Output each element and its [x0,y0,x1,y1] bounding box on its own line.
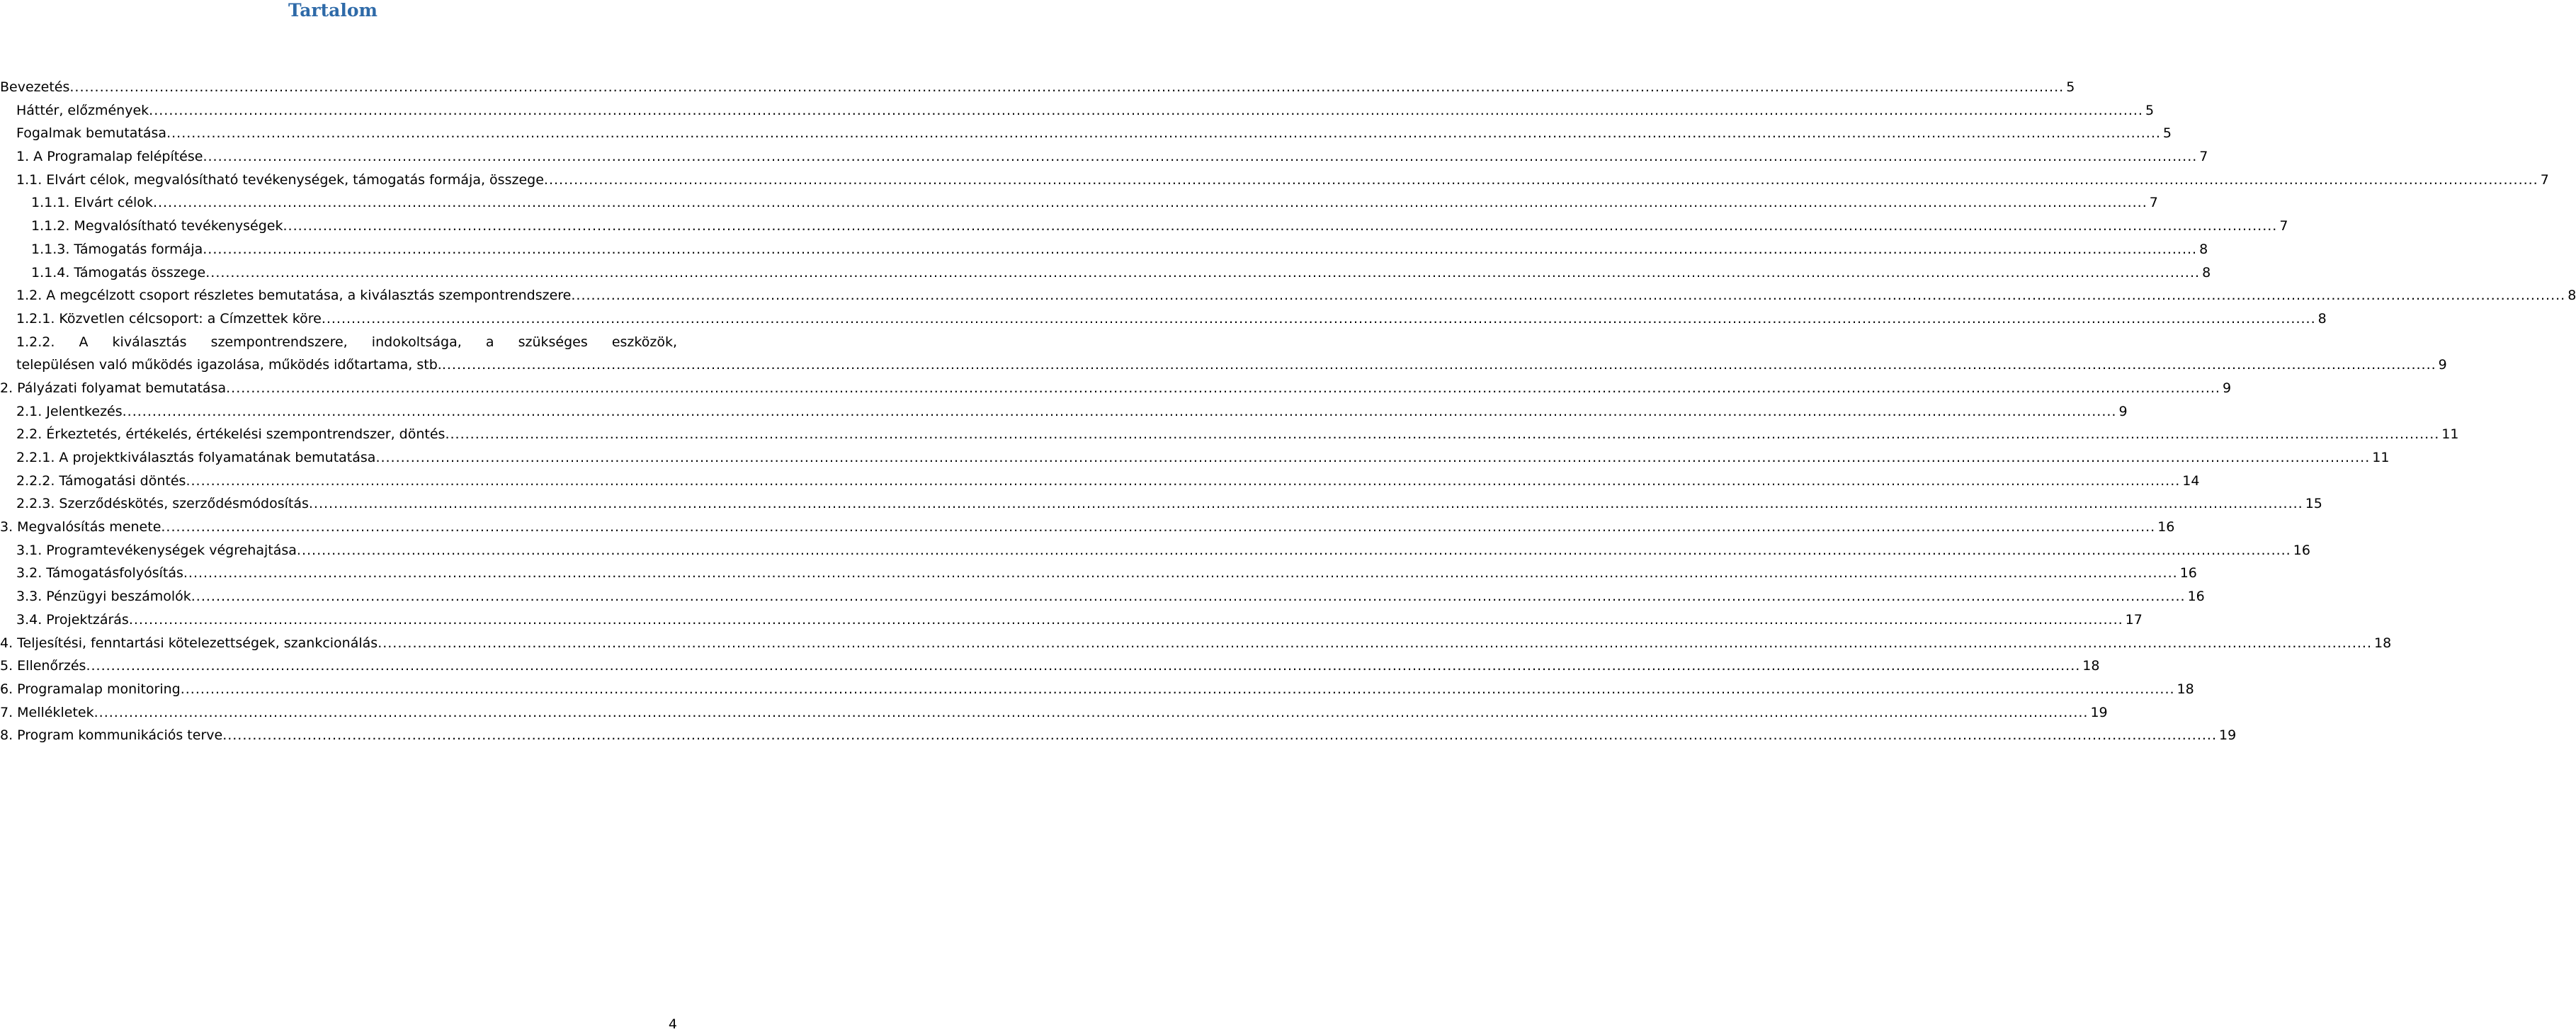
toc-page-number: 9 [2222,380,2232,396]
toc-leader-dots: ................................................................................................................................................................................................................................................................................................................................................................................................................ [203,149,2198,165]
toc-page-number: 15 [2305,496,2322,512]
toc-entry[interactable] [0,654,2100,678]
toc-leader-dots: ................................................................................................................................................................................................................................................................................................................................................................................................................ [321,310,2316,327]
toc-entry-label: 2.1. Jelentkezés [16,403,123,419]
toc-entry[interactable] [0,400,2128,424]
table-of-contents [0,76,2576,747]
toc-page-number: 5 [2066,79,2075,95]
toc-leader-dots: ................................................................................................................................................................................................................................................................................................................................................................................................................ [166,125,2161,142]
toc-page-number: 7 [2279,218,2288,234]
toc-entry[interactable] [0,238,2208,261]
toc-page-number: 17 [2125,611,2143,628]
toc-entry-label: 1.1.4. Támogatás összege [31,264,206,280]
toc-entry[interactable] [0,377,2232,400]
toc-entry[interactable] [0,169,2549,192]
toc-entry-label: 4. Teljesítési, fenntartási kötelezettségek, szankcionálás [0,635,378,651]
toc-entry[interactable] [0,539,2310,562]
toc-entry[interactable] [0,331,2447,377]
toc-page-number: 18 [2374,635,2392,651]
toc-entry-label: 5. Ellenőrzés [0,658,86,674]
toc-leader-dots: ................................................................................................................................................................................................................................................................................................................................................................................................................ [543,171,2538,188]
toc-entry-label: 2.2.2. Támogatási döntés [16,472,186,489]
toc-leader-dots: ................................................................................................................................................................................................................................................................................................................................................................................................................ [445,426,2440,443]
toc-entry-label: 1.2.1. Közvetlen célcsoport: a Címzettek köre [16,310,322,327]
toc-page-number: 16 [2179,565,2197,582]
toc-entry[interactable] [0,516,2175,539]
toc-entry-label: 1. A Programalap felépítése [16,149,203,165]
toc-page-number: 5 [2145,102,2155,118]
toc-entry[interactable] [0,446,2390,470]
toc-entry[interactable] [0,724,2237,747]
toc-entry[interactable] [0,99,2155,123]
toc-entry[interactable] [0,470,2200,493]
toc-entry[interactable] [0,492,2322,516]
toc-leader-dots: ................................................................................................................................................................................................................................................................................................................................................................................................................ [86,658,2081,674]
toc-entry-label: 1.2. A megcélzott csoport részletes bemutatása, a kiválasztás szempontrendszere [16,288,572,304]
toc-entry[interactable] [0,191,2158,215]
toc-page-number: 5 [2162,125,2172,142]
toc-entry-label: 2.2.3. Szerződéskötés, szerződésmódosítás [16,496,309,512]
toc-entry-label: 3.4. Projektzárás [16,611,129,628]
toc-entry[interactable] [0,585,2205,608]
toc-entry-label: 8. Program kommunikációs terve [0,727,223,744]
toc-leader-dots: ................................................................................................................................................................................................................................................................................................................................................................................................................ [375,450,2371,466]
page-number: 4 [668,1016,677,1032]
toc-entry-label: Bevezetés [0,79,70,95]
toc-page-number: 11 [2441,426,2459,443]
toc-page-number: 18 [2082,658,2100,674]
toc-page-number: 9 [2438,357,2447,373]
toc-page-number: 16 [2293,542,2310,558]
toc-leader-dots: ................................................................................................................................................................................................................................................................................................................................................................................................................ [571,288,2566,304]
toc-entry-continuation [16,353,2447,377]
toc-page-number: 8 [2317,310,2327,327]
toc-entry-label: 2. Pályázati folyamat bemutatása [0,380,227,396]
toc-leader-dots: ................................................................................................................................................................................................................................................................................................................................................................................................................ [283,218,2278,234]
page-title: Tartalom [288,0,378,21]
toc-leader-dots: ................................................................................................................................................................................................................................................................................................................................................................................................................ [191,589,2186,605]
toc-entry-label: 3.1. Programtevékenységek végrehajtása [16,542,297,558]
toc-page-number: 19 [2219,727,2237,744]
toc-leader-dots: ................................................................................................................................................................................................................................................................................................................................................................................................................ [69,79,2065,95]
toc-page-number: 7 [2199,149,2208,165]
toc-entry-label: 1.2.2. A kiválasztás szempontrendszere, indokoltsága, a szükséges eszközök, [16,334,677,350]
toc-entry-label: Fogalmak bemutatása [16,125,167,142]
toc-entry[interactable] [0,608,2143,632]
toc-entry[interactable] [0,632,2392,655]
toc-leader-dots: ................................................................................................................................................................................................................................................................................................................................................................................................................ [205,264,2201,280]
toc-entry[interactable] [0,678,2194,701]
toc-entry-label-line2: településen való működés igazolása, működés időtartama, stb. [16,357,442,373]
toc-leader-dots: ................................................................................................................................................................................................................................................................................................................................................................................................................ [441,357,2436,373]
toc-entry[interactable] [0,145,2208,169]
toc-entry-label: 6. Programalap monitoring [0,681,181,697]
toc-entry[interactable] [0,261,2211,285]
toc-page-number: 11 [2372,450,2390,466]
toc-page-number: 16 [2187,589,2205,605]
toc-leader-dots: ................................................................................................................................................................................................................................................................................................................................................................................................................ [296,542,2291,558]
toc-leader-dots: ................................................................................................................................................................................................................................................................................................................................................................................................................ [226,380,2220,396]
toc-entry-label: 3.3. Pénzügyi beszámolók [16,589,191,605]
toc-page-number: 8 [2202,264,2211,280]
toc-entry[interactable] [0,76,2075,99]
toc-page-number: 7 [2149,195,2158,211]
toc-entry[interactable] [0,284,2576,307]
toc-leader-dots: ................................................................................................................................................................................................................................................................................................................................................................................................................ [180,681,2175,697]
toc-leader-dots: ................................................................................................................................................................................................................................................................................................................................................................................................................ [161,519,2156,535]
toc-entry-label: 2.2. Érkeztetés, értékelés, értékelési szempontrendszer, döntés [16,426,446,443]
toc-leader-dots: ................................................................................................................................................................................................................................................................................................................................................................................................................ [378,635,2373,651]
toc-leader-dots: ................................................................................................................................................................................................................................................................................................................................................................................................................ [222,727,2218,744]
toc-entry[interactable] [0,307,2327,331]
toc-page-number: 8 [2199,241,2208,257]
toc-entry-label: Háttér, előzmények [16,102,149,118]
toc-page-number: 7 [2540,171,2549,188]
toc-leader-dots: ................................................................................................................................................................................................................................................................................................................................................................................................................ [308,496,2303,512]
toc-entry[interactable] [0,562,2197,585]
toc-page-number: 9 [2118,403,2128,419]
toc-entry-label: 1.1.1. Elvárt célok [31,195,153,211]
toc-entry-label: 3.2. Támogatásfolyósítás [16,565,183,582]
toc-page-number: 8 [2568,288,2576,304]
toc-entry-label: 7. Mellékletek [0,704,94,720]
toc-entry[interactable] [0,122,2172,145]
toc-leader-dots: ................................................................................................................................................................................................................................................................................................................................................................................................................ [203,241,2198,257]
toc-leader-dots: ................................................................................................................................................................................................................................................................................................................................................................................................................ [186,472,2181,489]
toc-leader-dots: ................................................................................................................................................................................................................................................................................................................................................................................................................ [149,102,2143,118]
toc-entry-label: 1.1.3. Támogatás formája [31,241,203,257]
toc-leader-dots: ................................................................................................................................................................................................................................................................................................................................................................................................................ [93,704,2089,720]
toc-entry[interactable] [0,423,2459,446]
toc-entry-label: 2.2.1. A projektkiválasztás folyamatának bemutatása [16,450,376,466]
toc-entry-label: 1.1.2. Megvalósítható tevékenységek [31,218,283,234]
toc-leader-dots: ................................................................................................................................................................................................................................................................................................................................................................................................................ [183,565,2178,582]
toc-page-number: 18 [2177,681,2194,697]
toc-leader-dots: ................................................................................................................................................................................................................................................................................................................................................................................................................ [128,611,2123,628]
toc-entry[interactable] [0,701,2108,725]
toc-entry-label: 1.1. Elvárt célok, megvalósítható tevékenységek, támogatás formája, összege [16,171,544,188]
toc-page-number: 14 [2182,472,2200,489]
toc-leader-dots: ................................................................................................................................................................................................................................................................................................................................................................................................................ [122,403,2117,419]
toc-entry[interactable] [0,215,2288,238]
toc-entry-label: 3. Megvalósítás menete [0,519,161,535]
toc-leader-dots: ................................................................................................................................................................................................................................................................................................................................................................................................................ [152,195,2147,211]
toc-page-number: 16 [2157,519,2175,535]
toc-page-number: 19 [2090,704,2108,720]
